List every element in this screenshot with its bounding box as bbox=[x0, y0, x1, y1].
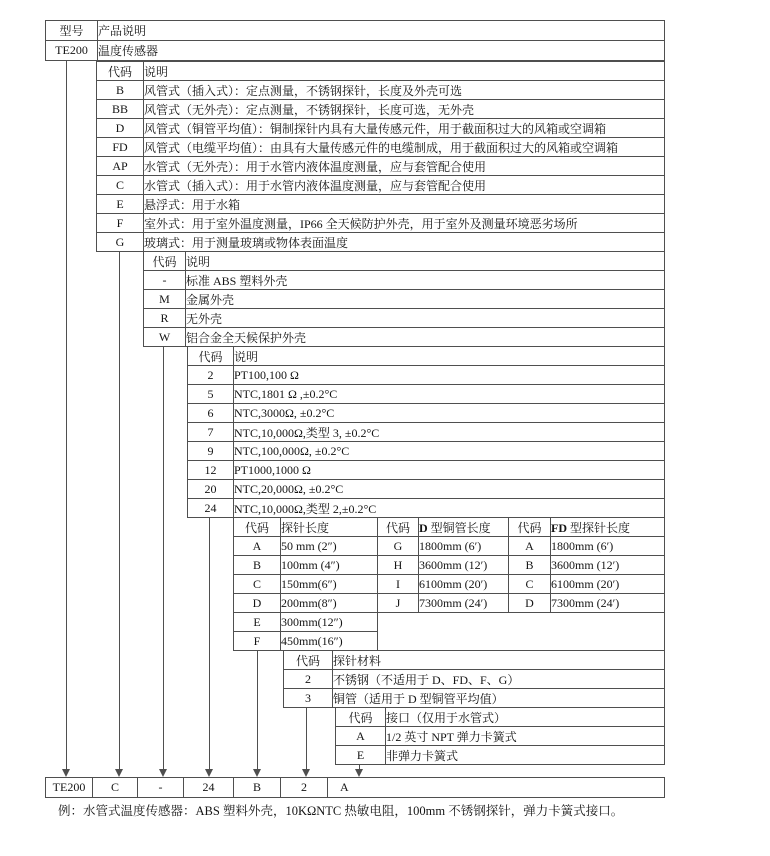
header-row bbox=[97, 62, 665, 81]
table-row bbox=[188, 385, 665, 404]
table-row bbox=[234, 613, 665, 632]
desc-cell: 风管式（插入式）：定点测量，不锈钢探针，长度及外壳可选 bbox=[144, 81, 665, 100]
order-cell-housing: - bbox=[138, 778, 184, 798]
code-cell: G bbox=[378, 537, 419, 556]
d-prefix: D bbox=[419, 520, 428, 535]
connector-line bbox=[163, 346, 164, 770]
code-cell: 5 bbox=[188, 385, 234, 404]
length-cell: 7300mm (24′) bbox=[551, 594, 665, 613]
d-type-header-cell bbox=[419, 518, 509, 537]
desc-cell: NTC,10,000Ω,类型 2,±0.2°C bbox=[234, 499, 665, 518]
code-cell: C bbox=[97, 176, 144, 195]
model-header-cell: 型号 bbox=[46, 21, 98, 41]
code-cell: 20 bbox=[188, 480, 234, 499]
table-row bbox=[234, 594, 665, 613]
d-rest: 型铜管长度 bbox=[427, 520, 491, 535]
table-row bbox=[188, 480, 665, 499]
table-row bbox=[188, 499, 665, 518]
desc-cell: 非弹力卡簧式 bbox=[386, 746, 665, 765]
table-row bbox=[188, 366, 665, 385]
model-cell: TE200 bbox=[46, 41, 98, 61]
housing-code-table bbox=[143, 251, 665, 347]
desc-cell: 水管式（插入式）：用于水管内液体温度测量，应与套管配合使用 bbox=[144, 176, 665, 195]
desc-cell: NTC,20,000Ω, ±0.2°C bbox=[234, 480, 665, 499]
desc-cell: 风管式（无外壳）：定点测量，不锈钢探针，长度可选，无外壳 bbox=[144, 100, 665, 119]
code-cell: J bbox=[378, 594, 419, 613]
header-row bbox=[284, 651, 665, 670]
arrow-down-icon bbox=[62, 769, 70, 777]
table-row bbox=[46, 778, 665, 798]
table-row bbox=[46, 41, 665, 61]
code-cell: F bbox=[234, 632, 281, 651]
code-cell: C bbox=[509, 575, 551, 594]
desc-header-cell: 说明 bbox=[234, 347, 665, 366]
desc-header-cell: 接口（仅用于水管式） bbox=[386, 708, 665, 727]
code-cell: E bbox=[97, 195, 144, 214]
code-header-cell: 代码 bbox=[284, 651, 333, 670]
table-row bbox=[144, 271, 665, 290]
model-desc-cell: 温度传感器 bbox=[98, 41, 665, 61]
code-cell: 24 bbox=[188, 499, 234, 518]
code-header-cell: 代码 bbox=[234, 518, 281, 537]
length-cell: 200mm(8″) bbox=[281, 594, 378, 613]
fd-prefix: FD bbox=[551, 520, 567, 535]
table-row bbox=[97, 119, 665, 138]
code-cell: H bbox=[378, 556, 419, 575]
code-cell: I bbox=[378, 575, 419, 594]
desc-cell: PT1000,1000 Ω bbox=[234, 461, 665, 480]
code-header-cell: 代码 bbox=[188, 347, 234, 366]
code-cell: B bbox=[509, 556, 551, 575]
code-cell: A bbox=[234, 537, 281, 556]
fd-rest: 型探针长度 bbox=[567, 520, 631, 535]
code-cell: M bbox=[144, 290, 186, 309]
connector-line bbox=[257, 650, 258, 770]
code-cell: D bbox=[234, 594, 281, 613]
table-row bbox=[336, 746, 665, 765]
table-row bbox=[97, 195, 665, 214]
code-cell: 7 bbox=[188, 423, 234, 442]
header-row bbox=[188, 347, 665, 366]
desc-cell: NTC,10,000Ω,类型 3, ±0.2°C bbox=[234, 423, 665, 442]
desc-header-cell: 说明 bbox=[186, 252, 665, 271]
interface-table bbox=[335, 707, 665, 765]
probe-length-table bbox=[233, 517, 665, 651]
arrow-down-icon bbox=[355, 769, 363, 777]
table-row bbox=[234, 575, 665, 594]
order-cell-material: 2 bbox=[281, 778, 328, 798]
header-row bbox=[336, 708, 665, 727]
table-row bbox=[144, 328, 665, 347]
table-row bbox=[97, 100, 665, 119]
arrow-down-icon bbox=[253, 769, 261, 777]
arrow-down-icon bbox=[159, 769, 167, 777]
length-cell: 6100mm (20′) bbox=[419, 575, 509, 594]
arrow-down-icon bbox=[205, 769, 213, 777]
code-cell: G bbox=[97, 233, 144, 252]
table-row bbox=[144, 309, 665, 328]
code-cell: 6 bbox=[188, 404, 234, 423]
desc-cell: 悬浮式：用于水箱 bbox=[144, 195, 665, 214]
code-header-cell: 代码 bbox=[144, 252, 186, 271]
table-row bbox=[97, 214, 665, 233]
order-cell-interface: A bbox=[328, 778, 665, 798]
style-code-table bbox=[96, 61, 665, 252]
table-row bbox=[188, 442, 665, 461]
code-cell: AP bbox=[97, 157, 144, 176]
desc-cell: 水管式（无外壳）：用于水管内液体温度测量，应与套管配合使用 bbox=[144, 157, 665, 176]
code-cell: FD bbox=[97, 138, 144, 157]
length-cell: 50 mm (2″) bbox=[281, 537, 378, 556]
length-cell: 3600mm (12′) bbox=[551, 556, 665, 575]
code-cell: E bbox=[234, 613, 281, 632]
connector-line bbox=[119, 251, 120, 770]
code-cell: A bbox=[336, 727, 386, 746]
desc-cell: 标准 ABS 塑料外壳 bbox=[186, 271, 665, 290]
order-code-row bbox=[45, 777, 665, 798]
desc-cell: NTC,100,000Ω, ±0.2°C bbox=[234, 442, 665, 461]
header-row bbox=[234, 518, 665, 537]
table-row bbox=[336, 727, 665, 746]
length-cell: 7300mm (24′) bbox=[419, 594, 509, 613]
code-cell: BB bbox=[97, 100, 144, 119]
table-row bbox=[188, 461, 665, 480]
code-cell: A bbox=[509, 537, 551, 556]
code-cell: D bbox=[509, 594, 551, 613]
desc-cell: 1/2 英寸 NPT 弹力卡簧式 bbox=[386, 727, 665, 746]
code-cell: B bbox=[97, 81, 144, 100]
table-row bbox=[144, 290, 665, 309]
code-cell: D bbox=[97, 119, 144, 138]
code-header-cell: 代码 bbox=[336, 708, 386, 727]
example-note: 例：水管式温度传感器：ABS 塑料外壳，10KΩNTC 热敏电阻，100mm 不锈钢探针，弹力卡簧式接口。 bbox=[58, 804, 624, 818]
code-cell: 12 bbox=[188, 461, 234, 480]
desc-cell: 风管式（电缆平均值）：由具有大量传感元件的电缆制成，用于截面积过大的风箱或空调箱 bbox=[144, 138, 665, 157]
length-cell: 150mm(6″) bbox=[281, 575, 378, 594]
order-cell-model: TE200 bbox=[46, 778, 93, 798]
connector-line bbox=[306, 707, 307, 770]
code-cell: 2 bbox=[284, 670, 333, 689]
desc-cell: 不锈钢（不适用于 D、FD、F、G） bbox=[333, 670, 665, 689]
code-cell: - bbox=[144, 271, 186, 290]
desc-cell: PT100,100 Ω bbox=[234, 366, 665, 385]
table-row bbox=[234, 537, 665, 556]
code-cell: R bbox=[144, 309, 186, 328]
table-row bbox=[284, 670, 665, 689]
order-cell-length: B bbox=[234, 778, 281, 798]
probe-material-table bbox=[283, 650, 665, 708]
table-row bbox=[97, 233, 665, 252]
table-row bbox=[97, 138, 665, 157]
sensor-code-table bbox=[187, 346, 665, 518]
fd-type-header-cell bbox=[551, 518, 665, 537]
table-row bbox=[97, 176, 665, 195]
table-row bbox=[188, 404, 665, 423]
desc-cell: NTC,1801 Ω ,±0.2°C bbox=[234, 385, 665, 404]
length-cell: 300mm(12″) bbox=[281, 613, 378, 632]
table-row bbox=[284, 689, 665, 708]
header-row bbox=[144, 252, 665, 271]
desc-header-cell: 产品说明 bbox=[98, 21, 665, 41]
table-row bbox=[188, 423, 665, 442]
desc-cell: 铜管（适用于 D 型铜管平均值） bbox=[333, 689, 665, 708]
order-cell-style: C bbox=[93, 778, 138, 798]
length-cell: 6100mm (20′) bbox=[551, 575, 665, 594]
desc-cell: 铝合金全天候保护外壳 bbox=[186, 328, 665, 347]
length-cell: 3600mm (12′) bbox=[419, 556, 509, 575]
length-cell: 450mm(16″) bbox=[281, 632, 378, 651]
code-cell: W bbox=[144, 328, 186, 347]
code-cell: C bbox=[234, 575, 281, 594]
code-cell: 9 bbox=[188, 442, 234, 461]
length-cell: 1800mm (6′) bbox=[551, 537, 665, 556]
desc-header-cell: 探针材料 bbox=[333, 651, 665, 670]
connector-line bbox=[66, 61, 67, 770]
code-cell: 3 bbox=[284, 689, 333, 708]
connector-line bbox=[209, 517, 210, 770]
arrow-down-icon bbox=[115, 769, 123, 777]
order-cell-sensor: 24 bbox=[184, 778, 234, 798]
table-row bbox=[234, 556, 665, 575]
code-header-cell: 代码 bbox=[509, 518, 551, 537]
model-table bbox=[45, 20, 665, 61]
code-cell: B bbox=[234, 556, 281, 575]
desc-cell: 玻璃式：用于测量玻璃或物体表面温度 bbox=[144, 233, 665, 252]
desc-header-cell: 说明 bbox=[144, 62, 665, 81]
length-cell: 100mm (4″) bbox=[281, 556, 378, 575]
empty-merged-cell bbox=[378, 613, 665, 651]
code-header-cell: 代码 bbox=[97, 62, 144, 81]
header-row bbox=[46, 21, 665, 41]
code-cell: 2 bbox=[188, 366, 234, 385]
desc-cell: NTC,3000Ω, ±0.2°C bbox=[234, 404, 665, 423]
table-row bbox=[97, 81, 665, 100]
code-cell: F bbox=[97, 214, 144, 233]
desc-cell: 金属外壳 bbox=[186, 290, 665, 309]
probe-length-header-cell: 探针长度 bbox=[281, 518, 378, 537]
length-cell: 1800mm (6′) bbox=[419, 537, 509, 556]
code-cell: E bbox=[336, 746, 386, 765]
desc-cell: 风管式（铜管平均值）：铜制探针内具有大量传感元件，用于截面积过大的风箱或空调箱 bbox=[144, 119, 665, 138]
code-header-cell: 代码 bbox=[378, 518, 419, 537]
table-row bbox=[97, 157, 665, 176]
arrow-down-icon bbox=[302, 769, 310, 777]
desc-cell: 室外式：用于室外温度测量，IP66 全天候防护外壳，用于室外及测量环境恶劣场所 bbox=[144, 214, 665, 233]
desc-cell: 无外壳 bbox=[186, 309, 665, 328]
